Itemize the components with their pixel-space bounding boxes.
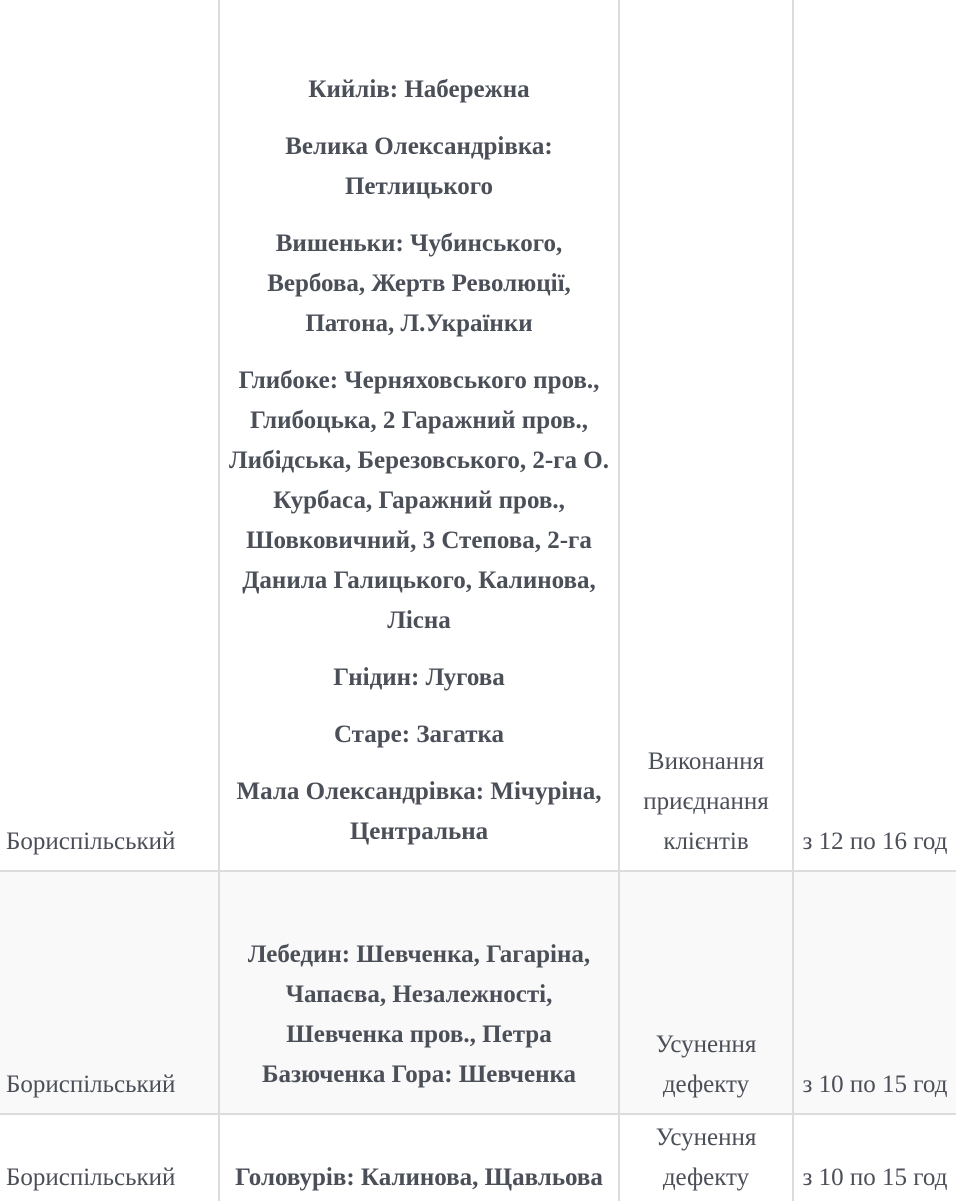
district-cell: Бориспільський <box>6 828 176 855</box>
address-item: Велика Олександрівка: Петлицького <box>285 133 553 200</box>
table-row <box>0 1114 956 1201</box>
table-row <box>0 871 956 1114</box>
time-cell: з 10 по 15 год <box>793 1114 956 1201</box>
address-item: Мала Олександрівка: Мічуріна, Центральна <box>236 778 602 845</box>
address-item: Гнідин: Лугова <box>333 664 505 691</box>
address-item: Вишеньки: Чубинського, Вербова, Жертв Революції, Патона, Л.Українки <box>267 230 571 337</box>
reason-cell: Усунення дефекту <box>619 1114 793 1201</box>
addresses-cell <box>219 0 619 871</box>
address-item: Глибоке: Черняховського пров., Глибоцька, 2 Гаражний пров., Либідська, Березовського, 2-га О. Курбаса, Гаражний пров., Шовковичний, 3 Степова, 2-га Данила Галицького, Калинова, Лісна <box>229 367 609 634</box>
address-item: Старе: Загатка <box>333 721 505 748</box>
address-item: Кийлів: Набережна <box>308 76 530 103</box>
time-cell: з 10 по 15 год <box>793 871 956 1114</box>
district-cell: Бориспільський <box>0 1114 219 1201</box>
reason-cell: Усунення дефекту <box>619 871 793 1114</box>
time-cell: з 12 по 16 год <box>793 0 956 871</box>
reason-cell: Виконання приєднання клієнтів <box>619 0 793 871</box>
address-item: Лебедин: Шевченка, Гагаріна, Чапаєва, Незалежності, Шевченка пров., Петра Базюченка Гора: Шевченка <box>247 941 591 1088</box>
address-item: Головурів: Калинова, Щавльова <box>235 1164 603 1191</box>
addresses-cell <box>219 871 619 1114</box>
addresses-cell <box>219 1114 619 1201</box>
district-cell: Бориспільський <box>0 871 219 1114</box>
